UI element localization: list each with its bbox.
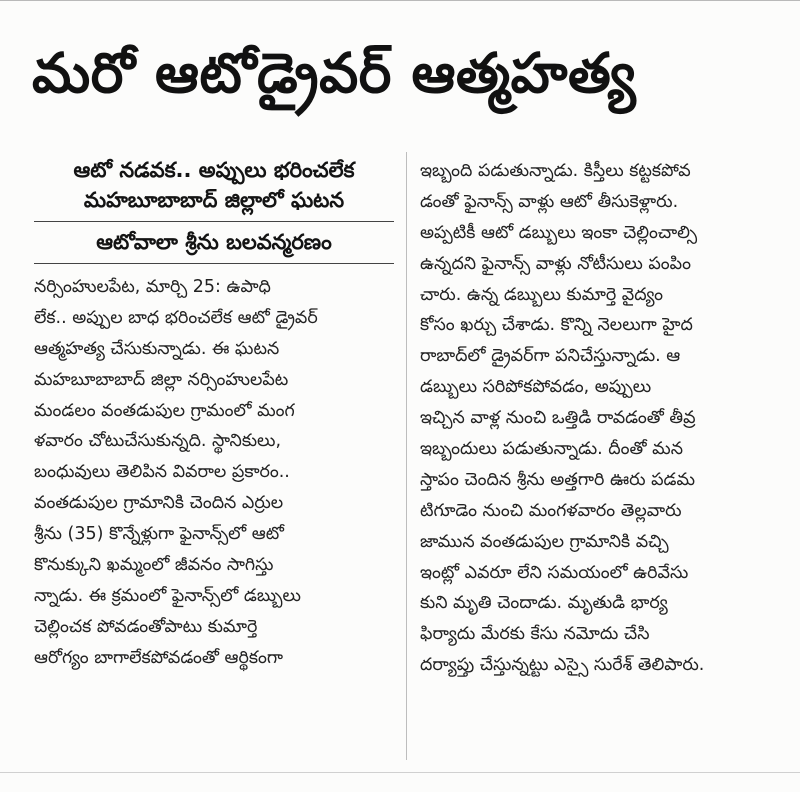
- body-line: నర్సింహులపేట, మార్చి 25: ఉపాధి: [34, 277, 271, 297]
- deck-line-2: మహబూబాబాద్ జిల్లాలో ఘటన: [83, 188, 345, 212]
- body-line: స్తాపం చెందిన శ్రీను అత్తగారి ఊరు పడమ: [420, 469, 696, 490]
- body-line: వంతడుపుల గ్రామానికి చెందిన ఎర్రుల: [34, 493, 284, 514]
- deck-line-1: ఆటో నడవక.. అప్పులు భరించలేక: [73, 158, 355, 182]
- article-deck: [34, 155, 394, 264]
- body-line: ళవారం చోటుచేసుకున్నది. స్థానికులు,: [34, 431, 282, 452]
- body-line: చారు. ఉన్న డబ్బులు కుమార్తె వైద్యం: [420, 284, 663, 305]
- body-line: కుని మృతి చెందాడు. మృతుడి భార్య: [420, 593, 668, 614]
- body-line: కొనుక్కుని ఖమ్మంలో జీవనం సాగిస్తు: [34, 555, 274, 576]
- body-line: లేక.. అప్పుల బాధ భరించలేక ఆటో డ్రైవర్: [34, 307, 318, 328]
- body-line: ఉన్నదని ఫైనాన్స్ వాళ్లు నోటీసులు పంపిం: [420, 253, 691, 274]
- body-line: శ్రీను (35) కొన్నేళ్లుగా ఫైనాన్స్‌లో ఆటో: [34, 524, 284, 545]
- body-line: టిగూడెం నుంచి మంగళవారం తెల్లవారు: [420, 500, 682, 521]
- body-line: చెల్లించక పోవడంతోపాటు కుమార్తె: [34, 616, 258, 637]
- body-line: అప్పటికీ ఆటో డబ్బులు ఇంకా చెల్లించాల్సి: [420, 222, 698, 243]
- body-line: ఇచ్చిన వాళ్ల నుంచి ఒత్తిడి రావడంతో తీవ్ర: [420, 408, 696, 429]
- bottom-border-rule: [0, 772, 800, 773]
- body-line: దర్యాప్తు చేస్తున్నట్టు ఎస్సై సురేశ్ తెలిపారు.: [420, 655, 705, 676]
- column-divider: [406, 152, 407, 760]
- body-line: మండలం వంతడుపుల గ్రామంలో మంగ: [34, 400, 295, 421]
- body-line: డబ్బులు సరిపోకపోవడం, అప్పులు: [420, 377, 652, 398]
- body-line: బంధువులు తెలిపిన వివరాల ప్రకారం..: [34, 462, 290, 483]
- body-line: ఇంట్లో ఎవరూ లేని సమయంలో ఉరివేసు: [420, 562, 689, 583]
- body-line: కోసం ఖర్చు చేశాడు. కొన్ని నెలలుగా హైద: [420, 315, 693, 336]
- deck-divider-bottom: [34, 263, 394, 264]
- deck-subhead: ఆటోవాలా శ్రీను బలవన్మరణం: [96, 230, 332, 254]
- body-line: డంతో ఫైనాన్స్ వాళ్లు ఆటో తీసుకెళ్లారు.: [420, 191, 679, 212]
- top-border-rule: [0, 0, 800, 7]
- body-line: న్నాడు. ఈ క్రమంలో ఫైనాన్స్‌లో డబ్బులు: [34, 585, 301, 606]
- body-line: ఆత్మహత్య చేసుకున్నాడు. ఈ ఘటన: [34, 338, 280, 359]
- deck-divider: [34, 221, 394, 222]
- right-column-body: [420, 156, 780, 681]
- left-column: [34, 155, 394, 674]
- body-line: ఫిర్యాదు మేరకు కేసు నమోదు చేసి: [420, 624, 650, 645]
- article-headline: మరో ఆటోడ్రైవర్ ఆత్మహత్య: [32, 41, 637, 105]
- body-line: రాబాద్‌లో డ్రైవర్‌గా పనిచేస్తున్నాడు. ఆ: [420, 346, 681, 367]
- body-line: మహబూబాబాద్ జిల్లా నర్సింహులపేట: [34, 369, 289, 390]
- body-line: ఇబ్బంది పడుతున్నాడు. కిస్తీలు కట్టకపోవ: [420, 161, 691, 181]
- body-line: ఇబ్బందులు పడుతున్నాడు. దీంతో మన: [420, 439, 683, 460]
- body-line: జామున వంతడుపుల గ్రామానికి వచ్చి: [420, 531, 669, 552]
- left-column-body: [34, 272, 394, 674]
- body-line: ఆరోగ్యం బాగాలేకపోవడంతో ఆర్థికంగా: [34, 647, 284, 668]
